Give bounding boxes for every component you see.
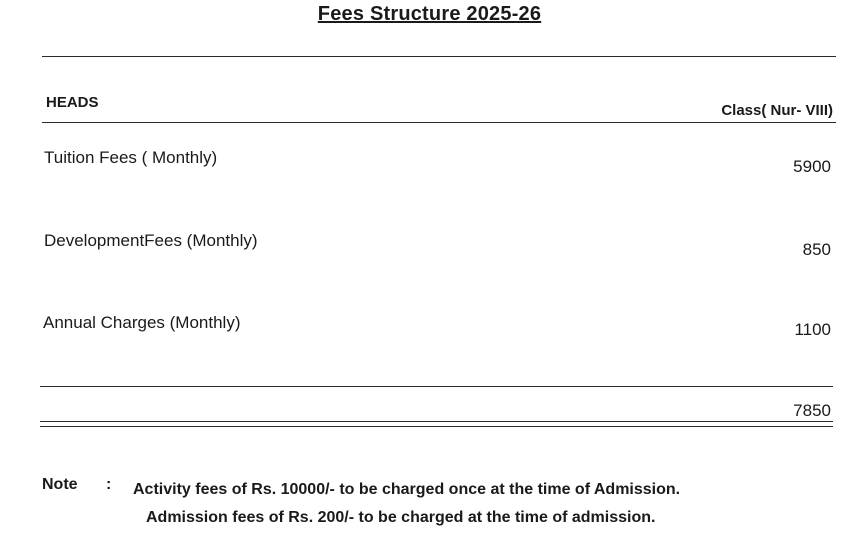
- note-separator: :: [106, 476, 112, 493]
- heads-column-header: HEADS: [46, 94, 99, 111]
- total-top-rule: [40, 386, 833, 387]
- total-double-rule-top: [40, 421, 833, 422]
- fee-row-value-development: 850: [802, 240, 831, 259]
- note-line-admission: Admission fees of Rs. 200/- to be charged at the time of admission.: [146, 509, 656, 526]
- fee-row-label-annual: Annual Charges (Monthly): [43, 313, 241, 332]
- page-title: Fees Structure 2025-26: [317, 3, 542, 25]
- note-line-activity: Activity fees of Rs. 10000/- to be charged once at the time of Admission.: [133, 481, 681, 498]
- fee-row-label-development: DevelopmentFees (Monthly): [44, 231, 258, 250]
- fee-row-value-annual: 1100: [794, 320, 831, 339]
- fee-row-value-tuition: 5900: [793, 157, 831, 176]
- note-label: Note: [42, 476, 78, 493]
- total-double-rule-bottom: [40, 426, 833, 427]
- fee-row-label-tuition: Tuition Fees ( Monthly): [44, 148, 218, 167]
- top-divider: [42, 56, 836, 57]
- header-underline: [42, 122, 836, 123]
- class-column-header: Class( Nur- VIII): [721, 102, 833, 119]
- fee-total-value: 7850: [793, 401, 831, 420]
